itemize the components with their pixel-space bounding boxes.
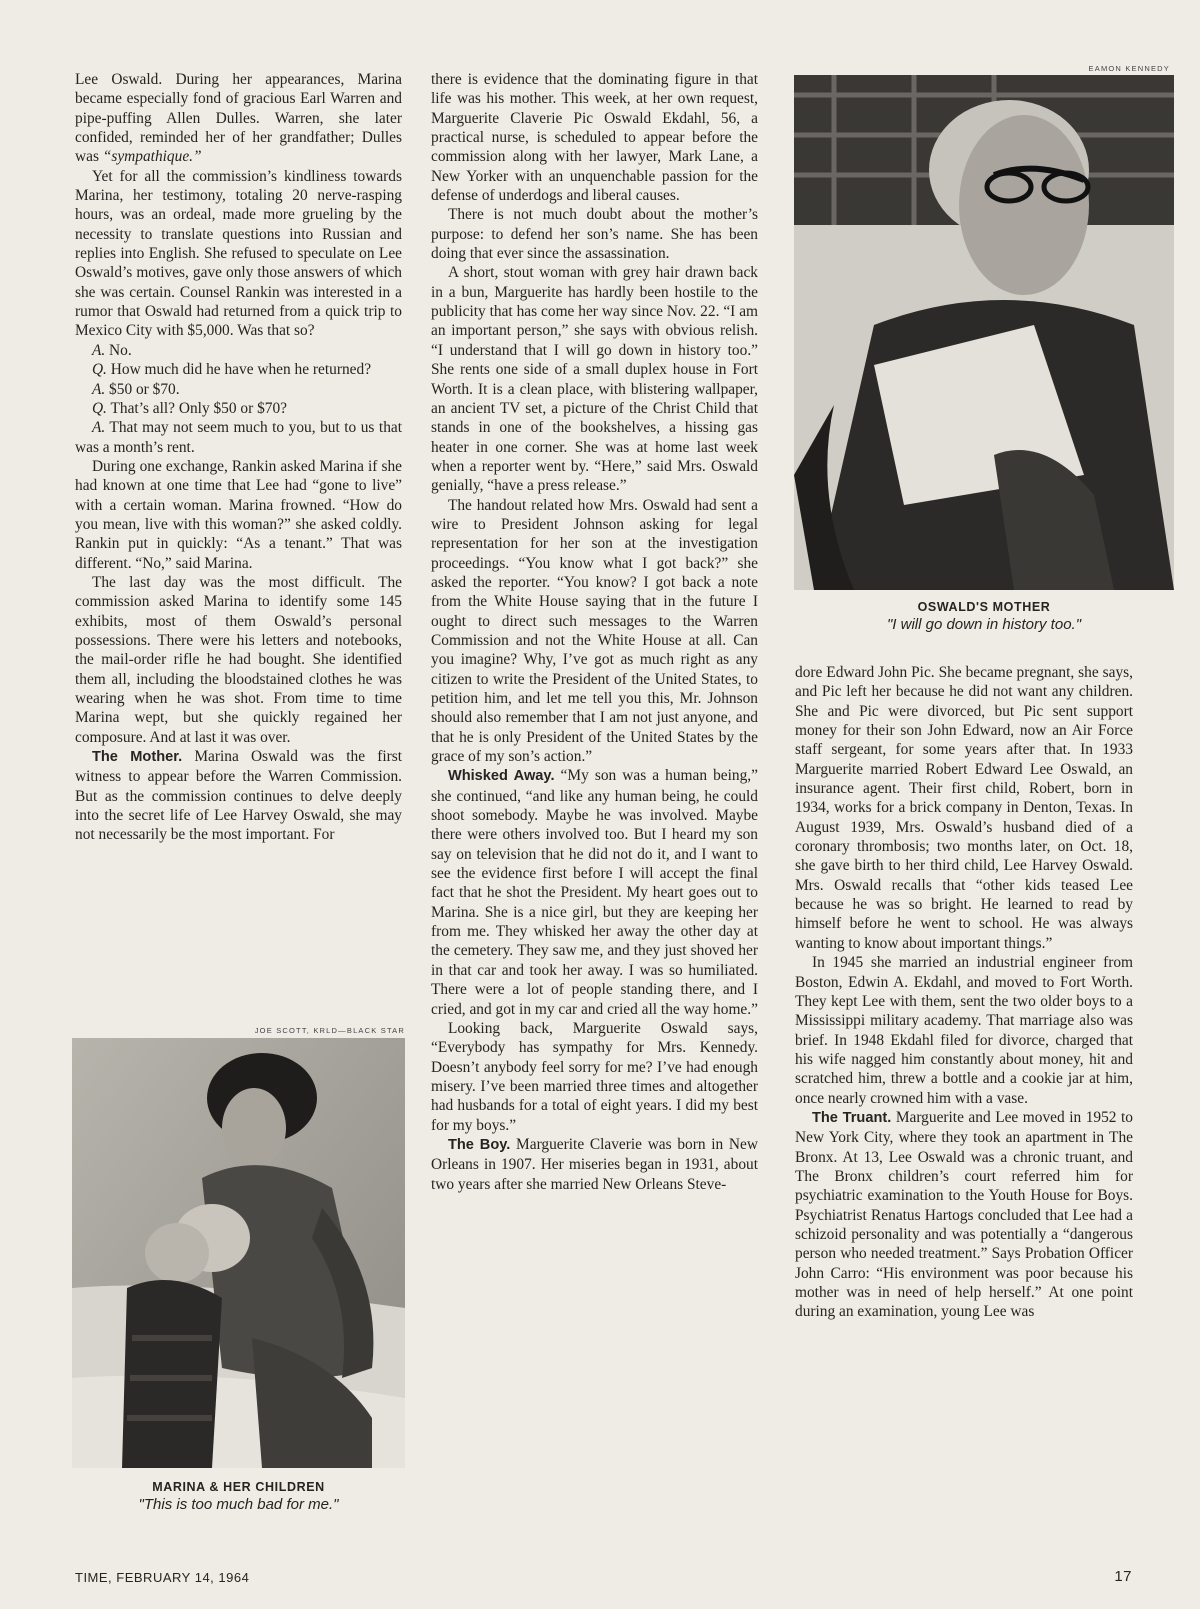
footer-issue-date: TIME, FEBRUARY 14, 1964	[75, 1570, 250, 1585]
qa-line: Q. That’s all? Only $50 or $70?	[91, 399, 288, 417]
paragraph: A short, stout woman with grey hair drawn back in a bun, Marguerite has hardly been hostile to the publicity that has come her way since Nov. 22. “I am an important person,” she says with obvious relish. “I understand that I will go down in history too.” She rents one side of a small duplex house in Fort Worth. It is a clean place, with blistering wallpaper, an ancient TV set, a picture of the Christ Child that stands in one of the bookshelves, a hissing gas heater in one corner. She was at home last week when a reporter went by. “Here,” said Mrs. Oswald genially, “have a press release.”	[431, 264, 758, 495]
paragraph: there is evidence that the dominating figure in that life was his mother. This week, at her own request, Marguerite Claverie Pic Oswald Ekdahl, 56, a practical nurse, is scheduled to appear before the commission along with her lawyer, Mark Lane, a New Yorker with an unquenchable passion for the defense of underdogs and liberal causes.	[431, 71, 758, 205]
photo-credit: JOE SCOTT, KRLD—BLACK STAR	[254, 1026, 405, 1035]
page-number: 17	[1114, 1568, 1132, 1585]
photo-oswalds-mother	[794, 75, 1174, 590]
paragraph: During one exchange, Rankin asked Marina if she had known at one time that Lee had “gone to live” with a certain woman. Marina frowned. “How do you mean, live with this woman?” she asked coldly. Rankin put in quickly: “As a tenant.” That was different. “No,” said Marina.	[75, 457, 402, 572]
qa-line: A. That may not seem much to you, but to us that was a month’s rent.	[75, 419, 402, 456]
photo-marina-image	[72, 1038, 405, 1468]
paragraph: dore Edward John Pic. She became pregnant, she says, and Pic left her because he did not want any children. She and Pic were divorced, but Pic sent support money for their son John Edward, now an Air Force staff sergeant, for some years after that. In 1933 Marguerite married Robert Edward Lee Oswald, an insurance agent. Their first child, Robert, born in 1934, works for a brick company in Denton, Texas. In August 1939, Mrs. Oswald’s husband died of a coronary thrombosis; two months later, on Oct. 18, she gave birth to her third child, Lee Harvey Oswald. Mrs. Oswald recalls that “other kids teased Lee because he was so bright. He learned to read by himself before he went to school. He was always wanting to know about important things.”	[795, 664, 1133, 952]
paragraph: Looking back, Marguerite Oswald says, “Everybody has sympathy for Mrs. Kennedy. Doesn’t anybody feel sorry for me? I’ve had enough misery. I’ve been married three times and altogether had husbands for a total of eight years. I did my best for my boys.”	[431, 1019, 758, 1134]
subhead: The Truant.	[811, 1109, 892, 1126]
paragraph: Lee Oswald. During her appearances, Marina became especially fond of gracious Earl Warren and pipe-puffing Allen Dulles. Warren, she later confided, reminded her of her grandfather; Dulles was “sympathique.”	[75, 71, 402, 166]
photo-caption-title: MARINA & HER CHILDREN	[152, 1480, 325, 1494]
paragraph: There is not much doubt about the mother’s purpose: to defend her son’s name. She has been doing that ever since the assassination.	[431, 206, 758, 263]
photo-credit: EAMON KENNEDY	[1088, 64, 1170, 73]
paragraph: The Mother. Marina Oswald was the first witness to appear before the Warren Commission. But as the commission continues to delve deeply into the secret life of Lee Harvey Oswald, she may not necessarily be the most important. For	[75, 748, 403, 844]
photo-marina-and-children	[72, 1038, 405, 1468]
subhead: Whisked Away.	[447, 768, 555, 785]
paragraph: Whisked Away. “My son was a human being,” she continued, “and like any human being, he could shoot somebody. Maybe he was involved. Maybe there were others involved too. But I heard my son say on television that he did not do it, and I want to see the evidence first before I will accept the final fact that he shot the President. My heart goes out to Marina. She is a nice girl, but they are keeping her from me. They whisked her away the other day at the cemetery. They saw me, and they just shoved her in that car and took her away. I was so humiliated. There were a lot of people standing there, and I cried, and got in my car and cried all the way home.”	[431, 767, 758, 1018]
column-2	[431, 70, 758, 1194]
photo-marina-block	[72, 1026, 405, 1513]
photo-caption-quote: "This is too much bad for me."	[138, 1496, 339, 1513]
qa-line: A. No.	[91, 341, 132, 359]
photo-caption-title: OSWALD'S MOTHER	[917, 600, 1051, 614]
paragraph: The last day was the most difficult. The commission asked Marina to identify some 145 exhibits, most of them Oswald’s personal possessions. There were his letters and notebooks, the mail-order rifle he had bought. She identified them all, including the bloodstained clothes he was wearing when he was shot. From time to time Marina wept, but she quickly regained her composure. And at last it was over.	[75, 573, 402, 746]
paragraph: In 1945 she married an industrial engineer from Boston, Edwin A. Ekdahl, and moved to Fort Worth. They kept Lee with them, sent the two older boys to a Mississippi military academy. That marriage also was brief. In 1948 Ekdahl filed for divorce, charged that his wife nagged him constantly about money, hit and scratched him, threw a bottle and a cookie jar at him, once nearly crowned him with a vase.	[795, 954, 1133, 1107]
subhead: The Mother.	[91, 749, 183, 766]
photo-mother-block	[794, 64, 1174, 633]
subhead: The Boy.	[447, 1136, 511, 1153]
qa-line: A. $50 or $70.	[91, 380, 180, 398]
column-1	[75, 70, 402, 845]
column-3	[795, 663, 1133, 1322]
paragraph: The Boy. Marguerite Claverie was born in New Orleans in 1907. Her miseries began in 1931, about two years after she married New Orleans Steve-	[431, 1135, 758, 1193]
paragraph: The Truant. Marguerite and Lee moved in 1952 to New York City, where they took an apartment in The Bronx. At 13, Lee Oswald was a chronic truant, and The Bronx children’s court referred him for psychiatric examination to the Youth House for Boys. Psychiatrist Renatus Hartogs concluded that Lee had a schizoid personality and was potentially a “dangerous person who needed treatment.” Says Probation Officer John Carro: “His environment was poor because his mother was in need of help herself.” At one point during an examination, young Lee was	[795, 1108, 1133, 1321]
paragraph: Yet for all the commission’s kindliness towards Marina, her testimony, totaling 20 nerve-rasping hours, was an ordeal, made more grueling by the necessity to translate questions into Russian and replies into English. She refused to speculate on Lee Oswald’s motives, gave only those answers of which she was certain. Counsel Rankin was interested in a rumor that Oswald had returned from a quick trip to Mexico City with $5,000. Was that so?	[75, 167, 402, 340]
photo-mother-image	[794, 75, 1174, 590]
paragraph: The handout related how Mrs. Oswald had sent a wire to President Johnson asking for legal representation for her son at the investigation proceedings. “You know what I got back?” she asked the reporter. “You know? I got back a note from the White House saying that in the future I ought to direct such messages to the Warren Commission and not the White House at all. Can you imagine? Why, I’ve got as much right as any citizen to write the President of the United States, to petition him, and let me tell you this, Mr. Johnson should also remember that I am not just anyone, and that he is only President of the United States by the grace of my son’s action.”	[431, 496, 758, 766]
photo-caption-quote: "I will go down in history too."	[886, 616, 1082, 633]
qa-line: Q. How much did he have when he returned?	[91, 361, 372, 379]
